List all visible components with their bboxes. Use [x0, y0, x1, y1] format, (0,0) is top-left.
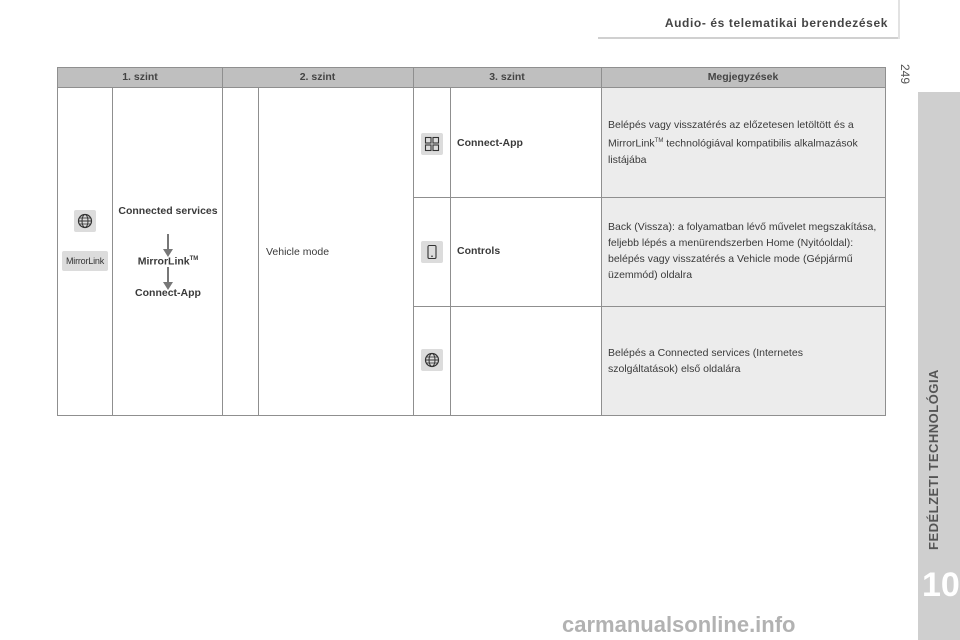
- column-divider: [413, 68, 414, 415]
- header-level-3: 3. szint: [489, 71, 525, 83]
- column-divider: [112, 88, 113, 415]
- phone-icon: [421, 241, 443, 263]
- header-level-2: 2. szint: [299, 71, 336, 83]
- level3-controls: Controls: [457, 245, 501, 257]
- row-divider: [413, 306, 885, 307]
- level2-vehicle-mode: Vehicle mode: [266, 246, 330, 258]
- trademark-mark: TM: [189, 256, 199, 262]
- note-text: Belépés vagy visszatérés az előzetesen letöltött és a MirrorLink: [608, 119, 854, 150]
- page-header-title: Audio- és telematikai berendezések: [664, 16, 888, 30]
- note-controls: Back (Vissza): a folyamatban lévő művelet megszakítása, feljebb lépés a menürendszerben Home (Nyitóoldal): belépés vagy visszatérés a Vehicle mode (Gépjármű üzemmód) oldalra: [608, 221, 877, 281]
- level1-connect-app: Connect-App: [135, 287, 201, 299]
- grid-icon: [421, 133, 443, 155]
- note-text: technológiával kompatibilis alkalmazások listájába: [608, 137, 858, 166]
- column-divider: [258, 88, 259, 415]
- note-connected-services: Belépés a Connected services (Internetes szolgáltatások) első oldalára: [608, 347, 803, 375]
- level3-connect-app: Connect-App: [457, 137, 523, 149]
- row-divider: [413, 197, 885, 198]
- level1-connected-services: Connected services: [118, 205, 218, 217]
- watermark: carmanualsonline.info: [562, 612, 796, 637]
- header-rule: [598, 37, 900, 39]
- trademark-mark: TM: [654, 138, 664, 144]
- column-divider: [601, 68, 602, 415]
- chapter-number: 10: [922, 566, 960, 604]
- mirrorlink-logo: MirrorLink: [62, 251, 108, 271]
- header-level-1: 1. szint: [122, 71, 158, 83]
- note-connect-app: [608, 117, 878, 168]
- mirrorlink-label: MirrorLink: [137, 255, 190, 268]
- table-header-row: [58, 68, 885, 88]
- globe-icon: [74, 210, 96, 232]
- globe-icon: [421, 349, 443, 371]
- header-notes: Megjegyzések: [707, 71, 779, 83]
- page-number: 249: [898, 64, 912, 85]
- column-divider: [222, 68, 223, 415]
- column-divider: [450, 88, 451, 415]
- chapter-title: FEDÉLZETI TECHNOLÓGIA: [926, 369, 941, 550]
- header-divider: [898, 0, 900, 39]
- menu-level-table: [57, 67, 886, 416]
